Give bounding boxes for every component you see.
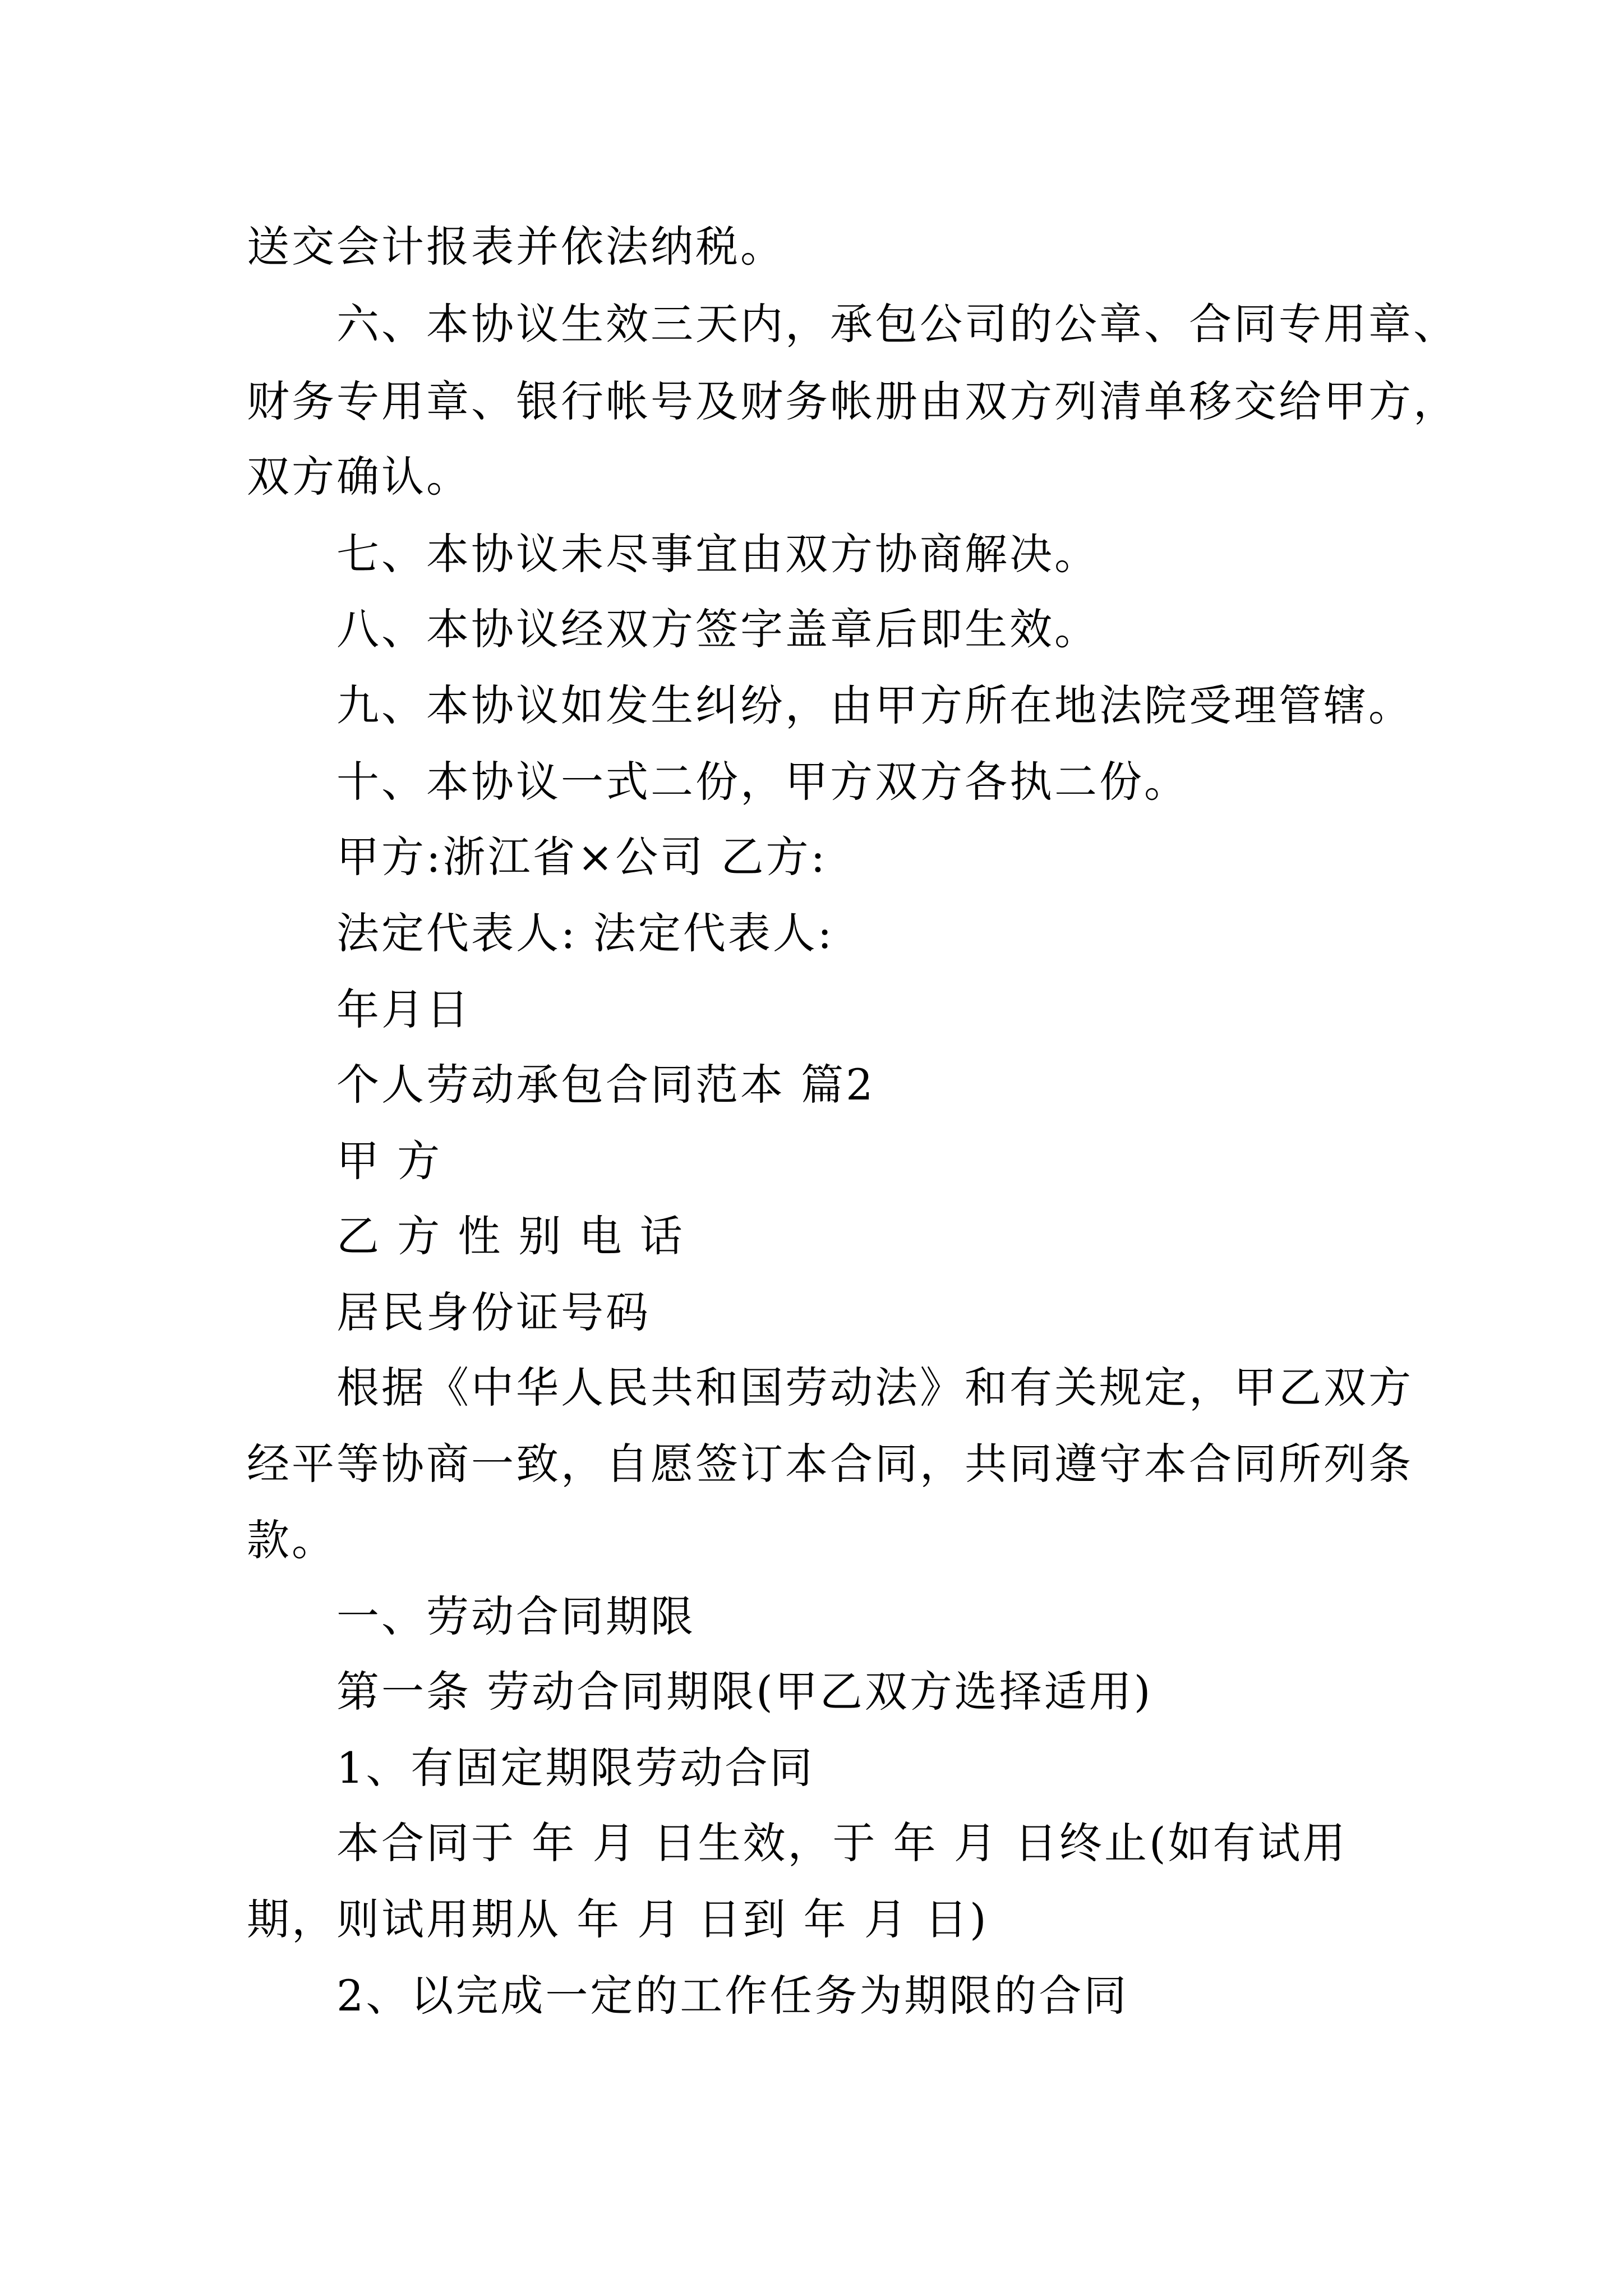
text-line: 送交会计报表并依法纳税。 (247, 222, 785, 272)
text-line: 八、本协议经双方签字盖章后即生效。 (336, 604, 1099, 654)
text-line: 财务专用章、银行帐号及财务帐册由双方列清单移交给甲方， (247, 376, 1458, 426)
text-line: 居民身份证号码 (336, 1287, 651, 1337)
text-line: 双方确认。 (247, 452, 471, 501)
text-line: 十、本协议一式二份，甲方双方各执二份。 (336, 757, 1189, 807)
text-line: 经平等协商一致，自愿签订本合同，共同遵守本合同所列条 (247, 1439, 1413, 1489)
text-line: 1、有固定期限劳动合同 (336, 1743, 815, 1793)
text-line: 六、本协议生效三天内，承包公司的公章、合同专用章、 (336, 299, 1458, 349)
text-line: 九、本协议如发生纠纷，由甲方所在地法院受理管辖。 (336, 680, 1413, 730)
text-line: 乙 方 性 别 电 话 (336, 1211, 685, 1261)
text-line: 一、劳动合同期限 (336, 1591, 695, 1641)
text-line: 款。 (247, 1515, 336, 1565)
text-line: 七、本协议未尽事宜由双方协商解决。 (336, 529, 1099, 579)
section-title: 个人劳动承包合同范本 篇2 (336, 1060, 875, 1110)
date-line: 年月日 (336, 984, 471, 1034)
signature-line: 法定代表人: 法定代表人: (336, 908, 834, 958)
text-line: 本合同于 年 月 日生效，于 年 月 日终止(如有试用 (336, 1818, 1348, 1868)
text-line: 第一条 劳动合同期限(甲乙双方选择适用) (336, 1667, 1153, 1717)
text-line: 2、以完成一定的工作任务为期限的合同 (336, 1971, 1129, 2021)
signature-line: 甲方:浙江省×公司 乙方: (336, 832, 828, 882)
text-line: 期，则试用期从 年 月 日到 年 月 日) (247, 1894, 989, 1944)
text-line: 甲 方 (336, 1136, 442, 1186)
text-line: 根据《中华人民共和国劳动法》和有关规定，甲乙双方 (336, 1363, 1413, 1412)
